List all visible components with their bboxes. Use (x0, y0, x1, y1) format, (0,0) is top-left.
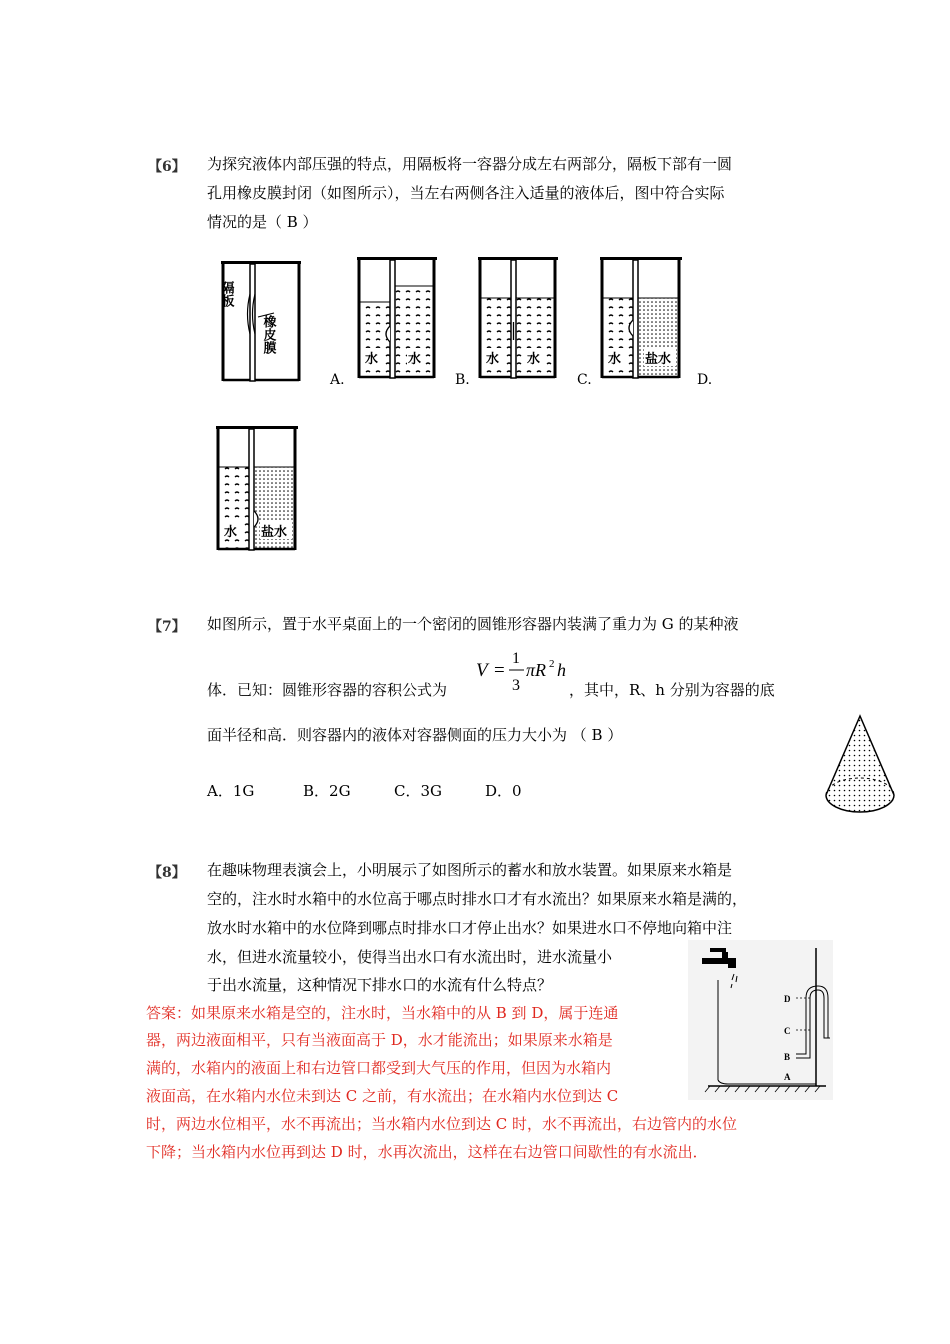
q8-line-1: 在趣味物理表演会上，小明展示了如图所示的蓄水和放水装置。如果原来水箱是 (207, 861, 733, 879)
svg-text:2: 2 (549, 658, 555, 670)
svg-text:1: 1 (512, 650, 520, 667)
q6-option-c-water: 水 (608, 352, 622, 367)
q6-line-3: 情况的是（ B ） (207, 213, 318, 231)
q7-formula (474, 646, 574, 698)
q6-option-c-label: C. (577, 372, 592, 388)
svg-text:h: h (557, 660, 566, 680)
q8-answer-line-4: 液面高，在水箱内水位未到达 C 之前，有水流出；在水箱内水位到达 C (146, 1087, 619, 1105)
q6-option-d-water: 水 (224, 525, 238, 540)
q6-option-c-salt-water: 盐水 (645, 352, 672, 367)
q8-answer-line-1: 答案：如果原来水箱是空的，注水时，当水箱中的从 B 到 D，属于连通 (146, 1004, 619, 1022)
q7-number: 【7】 (148, 619, 186, 635)
q7-line-2a: 体．已知：圆锥形容器的容积公式为 (207, 681, 448, 699)
q8-answer-line-3: 满的，水箱内的液面上和右边管口都受到大气压的作用，但因为水箱内 (146, 1059, 612, 1077)
q6-option-d-label: D. (697, 372, 713, 388)
q7-cone-figure (822, 713, 898, 821)
q6-option-a-water-right: 水 (408, 352, 422, 367)
q8-label-d: D (784, 994, 791, 1004)
q6-partition-label: 隔板 (218, 281, 234, 307)
svg-text:3: 3 (512, 677, 520, 694)
q6-option-a-label: A. (330, 372, 345, 388)
svg-text:V: V (476, 660, 488, 681)
q6-option-a-diagram (355, 256, 439, 381)
q6-line-2: 孔用橡皮膜封闭（如图所示），当左右两侧各注入适量的液体后，图中符合实际 (207, 184, 725, 202)
q6-option-b-water-right: 水 (527, 352, 541, 367)
q6-option-b-diagram (476, 256, 560, 381)
q8-answer-line-2: 器，两边液面相平，只有当液面高于 D，水才能流出；如果原来水箱是 (146, 1031, 613, 1049)
q6-option-a-water-left: 水 (365, 352, 379, 367)
q7-choice-a: A．1G (207, 782, 255, 800)
q8-line-3: 放水时水箱中的水位降到哪点时排水口才停止出水？如果进水口不停地向箱中注 (207, 919, 733, 937)
q8-label-c: C (784, 1026, 791, 1036)
q6-option-b-label: B. (455, 372, 470, 388)
q8-label-b: B (784, 1052, 791, 1062)
q6-option-d-salt-water: 盐水 (261, 525, 288, 540)
q7-choice-d: D．0 (485, 782, 522, 800)
q6-setup-diagram (218, 259, 304, 384)
q7-choice-c: C．3G (394, 782, 443, 800)
q6-membrane-label: 橡皮膜 (260, 315, 276, 354)
svg-text:=: = (494, 660, 505, 681)
q8-answer-line-5: 时，两边水位相平，水不再流出；当水箱内水位到达 C 时，水不再流出，右边管内的水位 (146, 1115, 738, 1133)
q7-line-3: 面半径和高．则容器内的液体对容器侧面的压力大小为 （ B ） (207, 726, 623, 744)
q6-option-c-diagram (598, 256, 684, 381)
svg-text:πR: πR (526, 660, 547, 680)
q8-line-5: 于出水流量，这种情况下排水口的水流有什么特点？ (207, 976, 553, 994)
q7-line-2b: ，其中，R、h 分别为容器的底 (569, 681, 775, 699)
q8-number: 【8】 (148, 865, 186, 881)
q6-option-b-water-left: 水 (486, 352, 500, 367)
q8-tank-figure (688, 940, 833, 1100)
q8-line-4: 水，但进水流量较小，使得当出水口有水流出时，进水流量小 (207, 948, 613, 966)
q8-answer-line-6: 下降；当水箱内水位再到达 D 时，水再次流出，这样在右边管口间歇性的有水流出． (146, 1143, 708, 1161)
q6-option-d-diagram (214, 425, 300, 553)
q8-line-2: 空的，注水时水箱中的水位高于哪点时排水口才有水流出？如果原来水箱是满的， (207, 890, 748, 908)
q6-line-1: 为探究液体内部压强的特点，用隔板将一容器分成左右两部分，隔板下部有一圆 (207, 155, 733, 173)
q7-line-1: 如图所示，置于水平桌面上的一个密闭的圆锥形容器内装满了重力为 G 的某种液 (207, 615, 739, 633)
q8-label-a: A (784, 1072, 791, 1082)
q7-choice-b: B．2G (303, 782, 351, 800)
q6-number: 【6】 (148, 159, 186, 175)
